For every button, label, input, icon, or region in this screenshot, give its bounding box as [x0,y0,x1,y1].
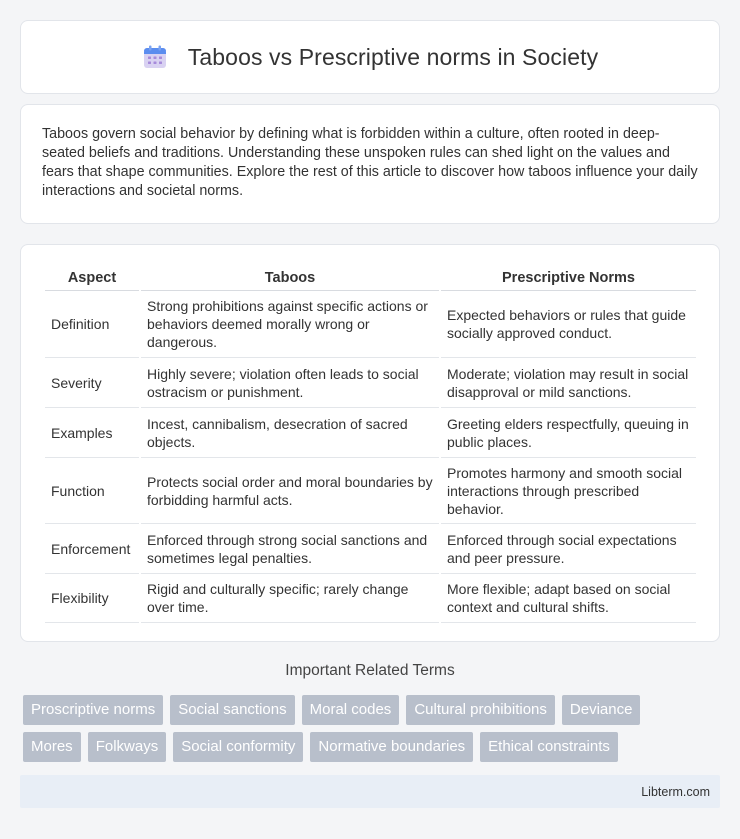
table-cell-prescriptive: Expected behaviors or rules that guide socially approved conduct. [441,291,696,358]
tag-social-conformity[interactable]: Social conformity [173,732,303,762]
table-row [45,574,696,623]
title-card [20,20,720,94]
tag-social-sanctions[interactable]: Social sanctions [170,695,294,725]
table-header-row [45,265,696,291]
table-cell-aspect: Enforcement [45,524,139,574]
page-title: Taboos vs Prescriptive norms in Society [187,43,599,70]
column-header-aspect: Aspect [45,265,139,291]
table-cell-taboos: Protects social order and moral boundaries by forbidding harmful acts. [141,458,439,524]
column-header-prescriptive-norms: Prescriptive Norms [441,265,696,291]
table-cell-aspect: Examples [45,408,139,458]
intro-text: Taboos govern social behavior by defining what is forbidden within a culture, often rooted in deep-seated beliefs and traditions. Understanding these unspoken rules can shed light on the values and fears that shape communities. Explore the rest of this article to discover how taboos influence your daily interactions and societal norms. [42,126,698,199]
table-cell-aspect: Severity [45,358,139,408]
table-cell-prescriptive: Enforced through social expectations and peer pressure. [441,524,696,574]
related-terms-tags [23,695,723,769]
table-cell-aspect: Function [45,458,139,524]
tag-proscriptive-norms[interactable]: Proscriptive norms [23,695,163,725]
table-cell-aspect: Definition [45,291,139,358]
footer [20,775,720,808]
table-row [45,358,696,408]
table-cell-aspect: Flexibility [45,574,139,623]
tag-row [23,732,723,762]
table-cell-prescriptive: Promotes harmony and smooth social interactions through prescribed behavior. [441,458,696,524]
table-cell-taboos: Strong prohibitions against specific actions or behaviors deemed morally wrong or dangerous. [141,291,439,358]
tag-deviance[interactable]: Deviance [562,695,641,725]
table-cell-prescriptive: More flexible; adapt based on social context and cultural shifts. [441,574,696,623]
table-cell-taboos: Rigid and culturally specific; rarely change over time. [141,574,439,623]
footer-site-link[interactable]: Libterm.com [641,784,710,799]
tag-moral-codes[interactable]: Moral codes [302,695,400,725]
related-terms-title: Important Related Terms [285,662,455,679]
table-row [45,408,696,458]
tag-cultural-prohibitions[interactable]: Cultural prohibitions [406,695,555,725]
table-cell-taboos: Highly severe; violation often leads to social ostracism or punishment. [141,358,439,408]
comparison-table [43,265,698,623]
table-row [45,291,696,358]
tag-mores[interactable]: Mores [23,732,81,762]
tag-ethical-constraints[interactable]: Ethical constraints [480,732,618,762]
tag-row [23,695,723,725]
calendar-icon [142,44,168,70]
table-cell-taboos: Enforced through strong social sanctions and sometimes legal penalties. [141,524,439,574]
intro-card [20,104,720,224]
comparison-table-card [20,244,720,642]
tag-folkways[interactable]: Folkways [88,732,167,762]
table-row [45,458,696,524]
table-cell-taboos: Incest, cannibalism, desecration of sacred objects. [141,408,439,458]
table-cell-prescriptive: Greeting elders respectfully, queuing in public places. [441,408,696,458]
tag-normative-boundaries[interactable]: Normative boundaries [310,732,473,762]
column-header-taboos: Taboos [141,265,439,291]
table-cell-prescriptive: Moderate; violation may result in social disapproval or mild sanctions. [441,358,696,408]
table-row [45,524,696,574]
